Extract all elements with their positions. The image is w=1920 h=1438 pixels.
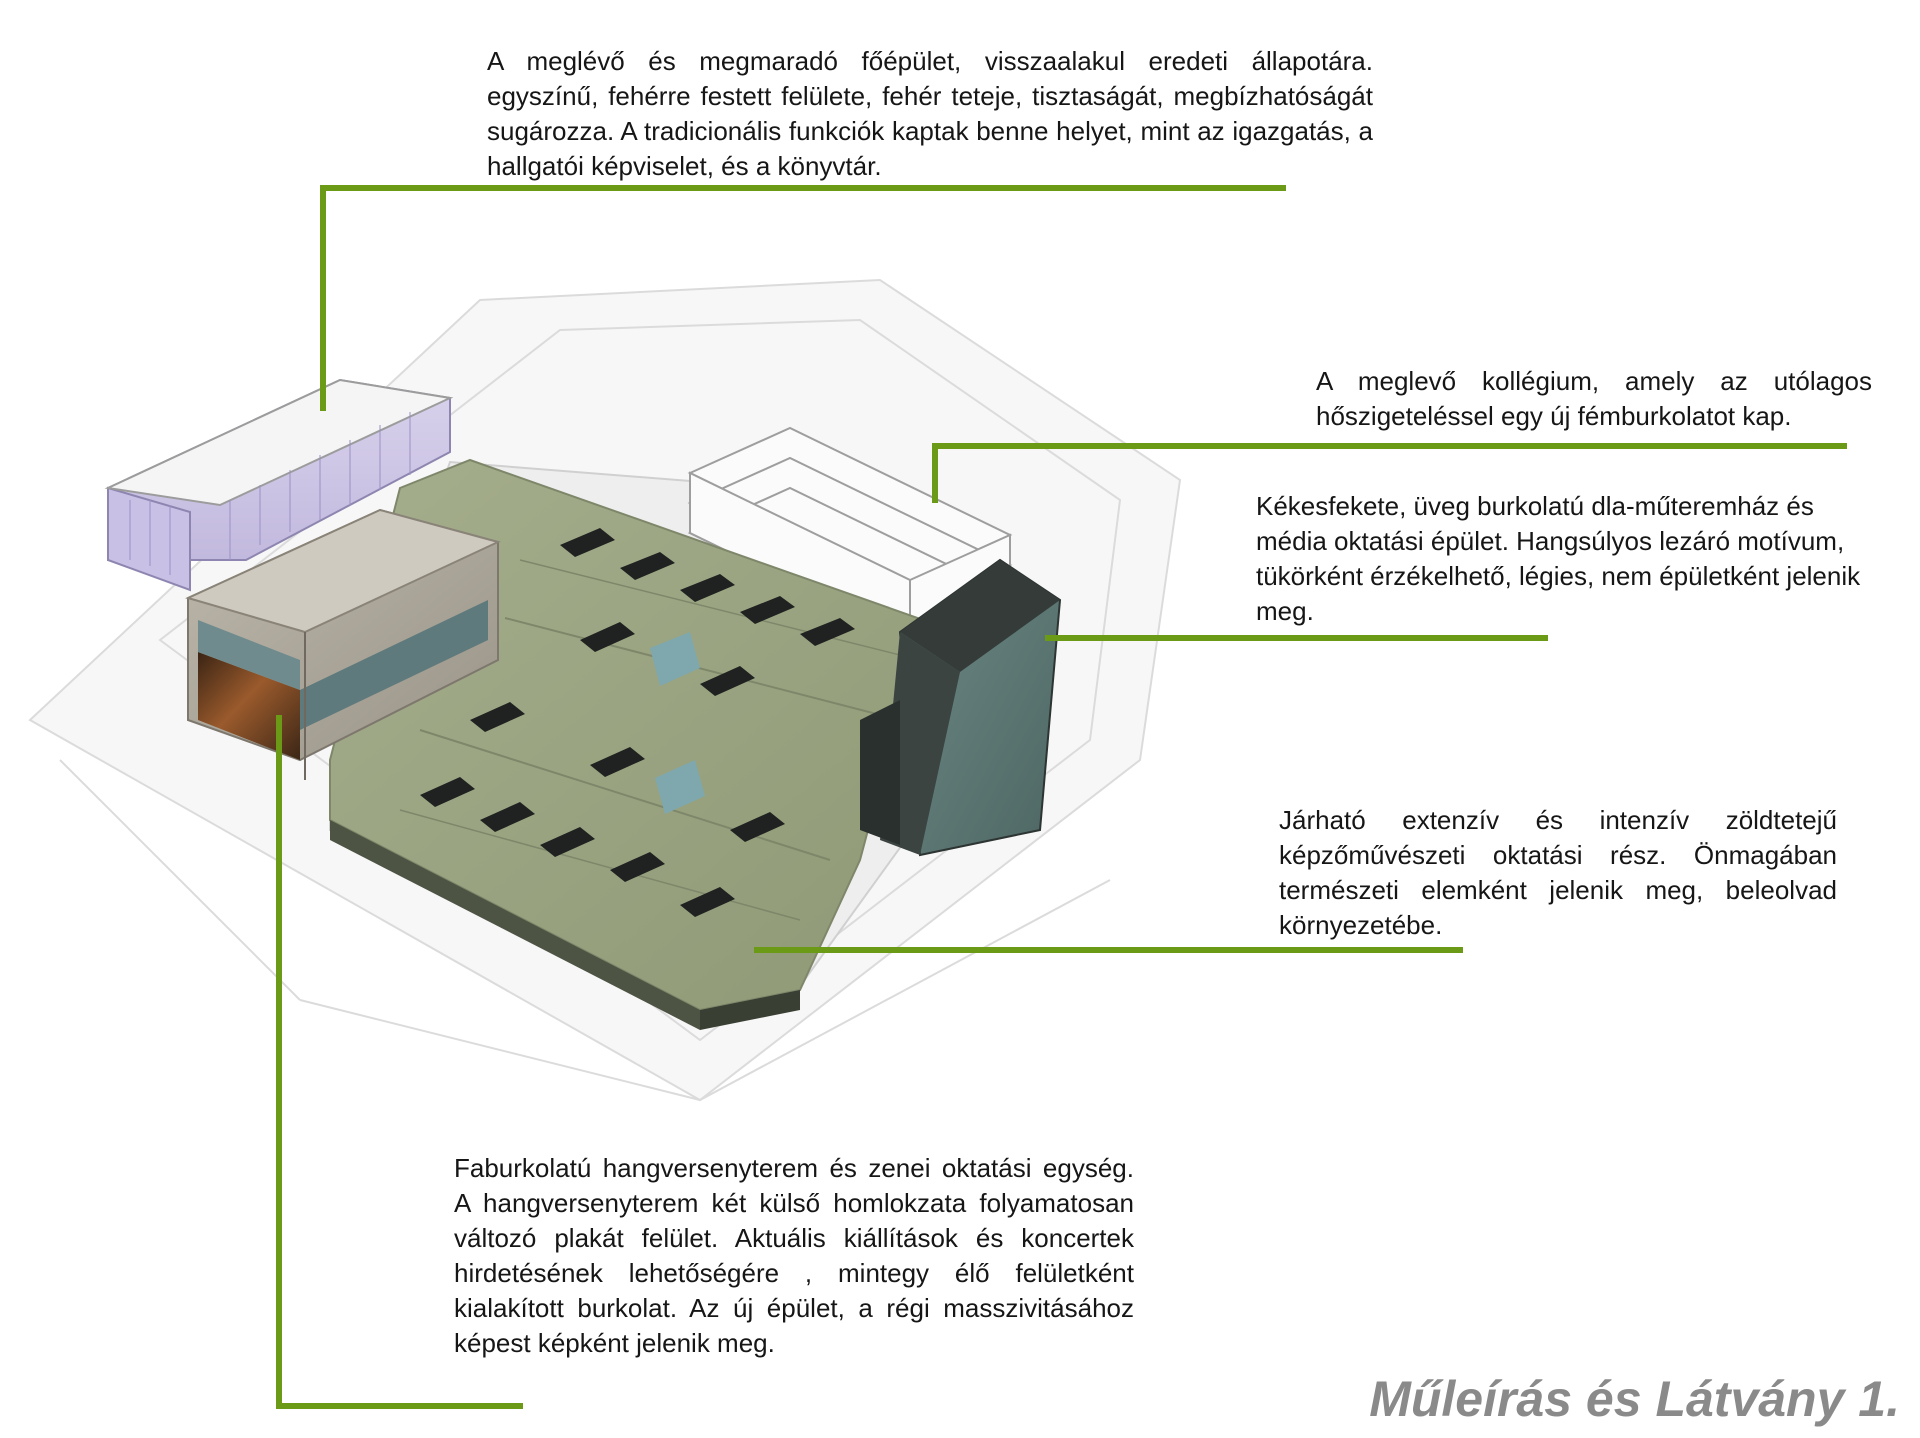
annotation-dormitory: A meglevő kollégium, amely az utólagos hőszigeteléssel egy új fémburkolatot kap. xyxy=(1316,366,1872,431)
annotation-green-roof: Járható extenzív és intenzív zöldtetejű képzőművészeti oktatási rész. Önmagában természeti elemként jelenik meg, beleolvad környezetébe. xyxy=(1279,805,1837,940)
annotation-main-building: A meglévő és megmaradó főépület, visszaalakul eredeti állapotára. egyszínű, fehérre festett felülete, fehér teteje, tisztaságát, megbízhatóságát sugározza. A tradicionális funkciók kaptak benne helyet, mint az igazgatás, a hallgatói képviselet, és a könyvtár. xyxy=(487,46,1373,181)
page-title: Műleírás és Látvány 1. xyxy=(1369,1371,1900,1427)
annotation-glass-building: Kékesfekete, üveg burkolatú dla-műteremház és média oktatási épület. Hangsúlyos lezáró motívum, tükörként érzékelhető, légies, nem épületként jelenik meg. xyxy=(1256,491,1861,626)
annotation-concert-hall: Faburkolatú hangversenyterem és zenei oktatási egység. A hangversenyterem két külső homlokzata folyamatosan változó plakát felület. Aktuális kiállítások és koncertek hirdetésének lehetőségére , mintegy élő felületként kialakított burkolat. Az új épület, a régi masszivitásához képest képként jelenik meg. xyxy=(454,1153,1134,1358)
